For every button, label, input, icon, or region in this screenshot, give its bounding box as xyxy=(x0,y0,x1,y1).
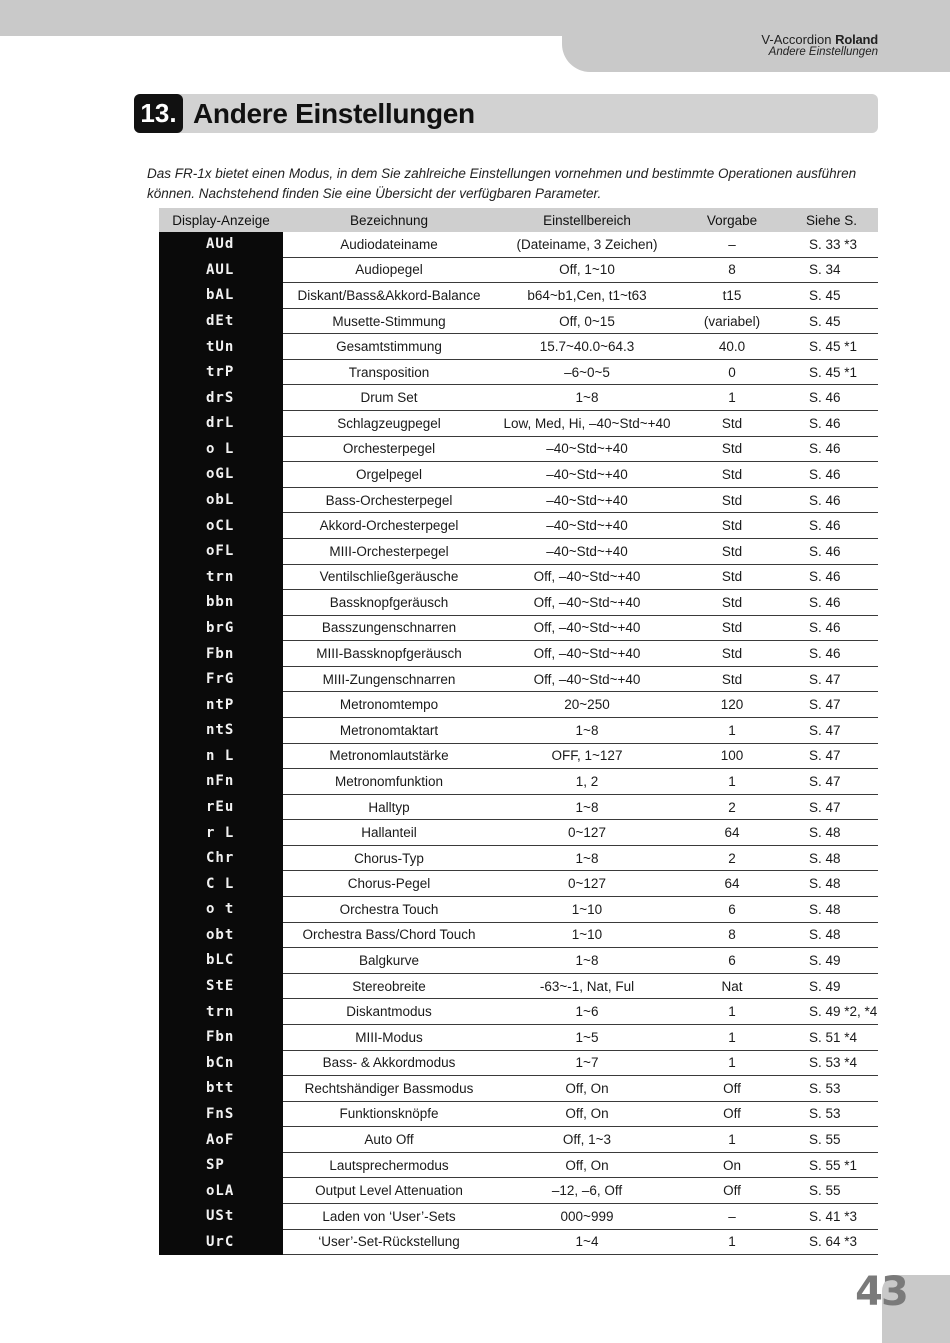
setting-range: Off, –40~Std~+40 xyxy=(495,590,679,616)
default-value: Std xyxy=(679,641,785,667)
default-value: Off xyxy=(679,1178,785,1204)
display-code: o L xyxy=(159,436,283,462)
display-code: FrG xyxy=(159,666,283,692)
table-row xyxy=(159,283,878,309)
page-reference: S. 46 xyxy=(785,538,878,564)
table-row xyxy=(159,948,878,974)
page-reference: S. 45 *1 xyxy=(785,359,878,385)
setting-range: 1~7 xyxy=(495,1050,679,1076)
page-reference: S. 46 xyxy=(785,615,878,641)
table-row xyxy=(159,1203,878,1229)
parameter-name: MIII-Modus xyxy=(283,1024,495,1050)
display-code: oLA xyxy=(159,1178,283,1204)
display-code: drL xyxy=(159,411,283,437)
table-row xyxy=(159,513,878,539)
display-code: Chr xyxy=(159,845,283,871)
page-reference: S. 49 *2, *4 xyxy=(785,999,878,1025)
display-code: bCn xyxy=(159,1050,283,1076)
display-code: USt xyxy=(159,1203,283,1229)
table-row xyxy=(159,922,878,948)
intro-paragraph: Das FR-1x bietet einen Modus, in dem Sie zahlreiche Einstellungen vornehmen und bestimmte Operationen ausführen können. Nachstehend finden Sie eine Übersicht der verfügbaren Parameter. xyxy=(147,166,857,201)
setting-range: –40~Std~+40 xyxy=(495,513,679,539)
table-body xyxy=(159,232,878,1255)
parameter-name: Balgkurve xyxy=(283,948,495,974)
table-row xyxy=(159,1101,878,1127)
page-reference: S. 46 xyxy=(785,590,878,616)
table-row xyxy=(159,845,878,871)
setting-range: 1~8 xyxy=(495,948,679,974)
parameter-name: Schlagzeugpegel xyxy=(283,411,495,437)
parameter-name: Audiopegel xyxy=(283,257,495,283)
setting-range: 0~127 xyxy=(495,871,679,897)
setting-range: 20~250 xyxy=(495,692,679,718)
setting-range: 1, 2 xyxy=(495,769,679,795)
setting-range: 1~6 xyxy=(495,999,679,1025)
default-value: Off xyxy=(679,1101,785,1127)
setting-range: Off, –40~Std~+40 xyxy=(495,666,679,692)
parameter-name: Metronomtempo xyxy=(283,692,495,718)
setting-range: (Dateiname, 3 Zeichen) xyxy=(495,232,679,257)
display-code: oGL xyxy=(159,462,283,488)
table-row xyxy=(159,666,878,692)
display-code: trP xyxy=(159,359,283,385)
page-reference: S. 45 xyxy=(785,283,878,309)
parameter-name: Orchestra Bass/Chord Touch xyxy=(283,922,495,948)
page-reference: S. 46 xyxy=(785,436,878,462)
setting-range: –40~Std~+40 xyxy=(495,436,679,462)
display-code: brG xyxy=(159,615,283,641)
table-row xyxy=(159,1050,878,1076)
table-row xyxy=(159,820,878,846)
parameter-name: Chorus-Typ xyxy=(283,845,495,871)
setting-range: –40~Std~+40 xyxy=(495,538,679,564)
setting-range: 15.7~40.0~64.3 xyxy=(495,334,679,360)
page-reference: S. 46 xyxy=(785,641,878,667)
default-value: Std xyxy=(679,513,785,539)
table-row xyxy=(159,743,878,769)
default-value: Std xyxy=(679,462,785,488)
default-value: 1 xyxy=(679,1127,785,1153)
page-reference: S. 48 xyxy=(785,922,878,948)
table-row xyxy=(159,692,878,718)
default-value: Std xyxy=(679,436,785,462)
parameter-name: Drum Set xyxy=(283,385,495,411)
display-code: dEt xyxy=(159,308,283,334)
default-value: Std xyxy=(679,487,785,513)
table-row xyxy=(159,359,878,385)
parameter-table xyxy=(159,208,878,1255)
header-tab xyxy=(562,0,950,72)
display-code: bLC xyxy=(159,948,283,974)
page-reference: S. 34 xyxy=(785,257,878,283)
default-value: Std xyxy=(679,666,785,692)
display-code: AoF xyxy=(159,1127,283,1153)
display-code: UrC xyxy=(159,1229,283,1255)
setting-range: Low, Med, Hi, –40~Std~+40 xyxy=(495,411,679,437)
parameter-name: Musette-Stimmung xyxy=(283,308,495,334)
parameter-name: Chorus-Pegel xyxy=(283,871,495,897)
parameter-name: Bassknopfgeräusch xyxy=(283,590,495,616)
setting-range: 1~4 xyxy=(495,1229,679,1255)
display-code: bAL xyxy=(159,283,283,309)
table-row xyxy=(159,871,878,897)
setting-range: 1~8 xyxy=(495,717,679,743)
parameter-name: Bass-Orchesterpegel xyxy=(283,487,495,513)
page-reference: S. 51 *4 xyxy=(785,1024,878,1050)
table-row xyxy=(159,794,878,820)
page-reference: S. 47 xyxy=(785,666,878,692)
page-reference: S. 64 *3 xyxy=(785,1229,878,1255)
page-reference: S. 47 xyxy=(785,769,878,795)
parameter-name: Akkord-Orchesterpegel xyxy=(283,513,495,539)
setting-range: 1~8 xyxy=(495,845,679,871)
default-value: Nat xyxy=(679,973,785,999)
parameter-name: MIII-Orchesterpegel xyxy=(283,538,495,564)
page-reference: S. 46 xyxy=(785,385,878,411)
setting-range: Off, 1~3 xyxy=(495,1127,679,1153)
table-row xyxy=(159,411,878,437)
table-row xyxy=(159,973,878,999)
default-value: 1 xyxy=(679,385,785,411)
parameter-name: Lautsprechermodus xyxy=(283,1152,495,1178)
parameter-name: Gesamtstimmung xyxy=(283,334,495,360)
parameter-name: Orchestra Touch xyxy=(283,897,495,923)
default-value: 40.0 xyxy=(679,334,785,360)
display-code: oFL xyxy=(159,538,283,564)
page-reference: S. 53 xyxy=(785,1101,878,1127)
display-code: drS xyxy=(159,385,283,411)
default-value: 1 xyxy=(679,1050,785,1076)
display-code: rEu xyxy=(159,794,283,820)
parameter-name: MIII-Zungenschnarren xyxy=(283,666,495,692)
default-value: (variabel) xyxy=(679,308,785,334)
default-value: Std xyxy=(679,411,785,437)
default-value: 1 xyxy=(679,769,785,795)
default-value: 8 xyxy=(679,257,785,283)
setting-range: Off, On xyxy=(495,1076,679,1102)
page-reference: S. 53 xyxy=(785,1076,878,1102)
display-code: StE xyxy=(159,973,283,999)
default-value: Off xyxy=(679,1076,785,1102)
parameter-name: Metronomfunktion xyxy=(283,769,495,795)
default-value: t15 xyxy=(679,283,785,309)
setting-range: OFF, 1~127 xyxy=(495,743,679,769)
default-value: 1 xyxy=(679,999,785,1025)
display-code: SP xyxy=(159,1152,283,1178)
table-row xyxy=(159,538,878,564)
table-row xyxy=(159,717,878,743)
parameter-name: Diskant/Bass&Akkord-Balance xyxy=(283,283,495,309)
page-reference: S. 55 xyxy=(785,1127,878,1153)
default-value: 6 xyxy=(679,897,785,923)
setting-range: –40~Std~+40 xyxy=(495,462,679,488)
parameter-name: Hallanteil xyxy=(283,820,495,846)
page-reference: S. 46 xyxy=(785,564,878,590)
parameter-name: Transposition xyxy=(283,359,495,385)
page-reference: S. 55 *1 xyxy=(785,1152,878,1178)
setting-range: Off, –40~Std~+40 xyxy=(495,564,679,590)
parameter-name: Ventilschließgeräusche xyxy=(283,564,495,590)
display-code: FnS xyxy=(159,1101,283,1127)
display-code: r L xyxy=(159,820,283,846)
product-name: V-Accordion xyxy=(761,32,832,47)
default-value: 1 xyxy=(679,717,785,743)
default-value: 64 xyxy=(679,871,785,897)
page-reference: S. 47 xyxy=(785,794,878,820)
page-reference: S. 49 xyxy=(785,973,878,999)
table-row xyxy=(159,897,878,923)
display-code: oCL xyxy=(159,513,283,539)
setting-range: Off, –40~Std~+40 xyxy=(495,615,679,641)
table-row xyxy=(159,436,878,462)
display-code: obL xyxy=(159,487,283,513)
setting-range: 1~10 xyxy=(495,922,679,948)
display-code: Fbn xyxy=(159,641,283,667)
display-code: ntP xyxy=(159,692,283,718)
default-value: – xyxy=(679,232,785,257)
parameter-name: Diskantmodus xyxy=(283,999,495,1025)
page-reference: S. 46 xyxy=(785,411,878,437)
default-value: Std xyxy=(679,538,785,564)
column-header-default: Vorgabe xyxy=(679,208,785,232)
table-row xyxy=(159,1178,878,1204)
parameter-name: Orgelpegel xyxy=(283,462,495,488)
table-row xyxy=(159,999,878,1025)
setting-range: b64~b1,Cen, t1~t63 xyxy=(495,283,679,309)
display-code: C L xyxy=(159,871,283,897)
setting-range: 1~8 xyxy=(495,794,679,820)
parameter-name: Laden von ‘User’-Sets xyxy=(283,1203,495,1229)
page-reference: S. 45 xyxy=(785,308,878,334)
display-code: o t xyxy=(159,897,283,923)
display-code: trn xyxy=(159,999,283,1025)
default-value: 120 xyxy=(679,692,785,718)
default-value: On xyxy=(679,1152,785,1178)
parameter-name: Metronomtaktart xyxy=(283,717,495,743)
default-value: 100 xyxy=(679,743,785,769)
default-value: 6 xyxy=(679,948,785,974)
table-row xyxy=(159,769,878,795)
setting-range: 1~5 xyxy=(495,1024,679,1050)
page-reference: S. 33 *3 xyxy=(785,232,878,257)
page-reference: S. 55 xyxy=(785,1178,878,1204)
page-reference: S. 47 xyxy=(785,692,878,718)
table-row xyxy=(159,615,878,641)
parameter-name: Funktionsknöpfe xyxy=(283,1101,495,1127)
parameter-name: Basszungenschnarren xyxy=(283,615,495,641)
brand-name: Roland xyxy=(835,32,878,47)
table-row xyxy=(159,308,878,334)
parameter-name: Stereobreite xyxy=(283,973,495,999)
parameter-name: Halltyp xyxy=(283,794,495,820)
setting-range: –40~Std~+40 xyxy=(495,487,679,513)
page-reference: S. 46 xyxy=(785,487,878,513)
parameter-name: Orchesterpegel xyxy=(283,436,495,462)
default-value: Std xyxy=(679,590,785,616)
default-value: Std xyxy=(679,615,785,641)
page-reference: S. 48 xyxy=(785,897,878,923)
table-row xyxy=(159,590,878,616)
parameter-name: Audiodateiname xyxy=(283,232,495,257)
column-header-range: Einstellbereich xyxy=(495,208,679,232)
page-reference: S. 46 xyxy=(785,513,878,539)
table-row xyxy=(159,1076,878,1102)
table-row xyxy=(159,385,878,411)
default-value: Std xyxy=(679,564,785,590)
table-row xyxy=(159,1127,878,1153)
setting-range: Off, –40~Std~+40 xyxy=(495,641,679,667)
default-value: 8 xyxy=(679,922,785,948)
page-reference: S. 47 xyxy=(785,717,878,743)
table-row xyxy=(159,1024,878,1050)
default-value: 2 xyxy=(679,845,785,871)
setting-range: Off, On xyxy=(495,1101,679,1127)
table-row xyxy=(159,487,878,513)
setting-range: –12, –6, Off xyxy=(495,1178,679,1204)
table-row xyxy=(159,641,878,667)
setting-range: 1~10 xyxy=(495,897,679,923)
page-reference: S. 47 xyxy=(785,743,878,769)
setting-range: 0~127 xyxy=(495,820,679,846)
setting-range: Off, On xyxy=(495,1152,679,1178)
column-header-name: Bezeichnung xyxy=(283,208,495,232)
setting-range: Off, 1~10 xyxy=(495,257,679,283)
parameter-name: Bass- & Akkordmodus xyxy=(283,1050,495,1076)
default-value: 0 xyxy=(679,359,785,385)
table-row xyxy=(159,564,878,590)
parameter-name: Auto Off xyxy=(283,1127,495,1153)
display-code: AUL xyxy=(159,257,283,283)
column-header-page: Siehe S. xyxy=(785,208,878,232)
display-code: ntS xyxy=(159,717,283,743)
parameter-name: Output Level Attenuation xyxy=(283,1178,495,1204)
page-reference: S. 45 *1 xyxy=(785,334,878,360)
display-code: AUd xyxy=(159,232,283,257)
page-reference: S. 53 *4 xyxy=(785,1050,878,1076)
page-reference: S. 48 xyxy=(785,845,878,871)
running-section-title: Andere Einstellungen xyxy=(768,46,878,58)
default-value: 2 xyxy=(679,794,785,820)
default-value: 1 xyxy=(679,1229,785,1255)
parameter-name: Rechtshändiger Bassmodus xyxy=(283,1076,495,1102)
setting-range: 1~8 xyxy=(495,385,679,411)
parameter-name: MIII-Bassknopfgeräusch xyxy=(283,641,495,667)
page-reference: S. 46 xyxy=(785,462,878,488)
chapter-number: 13. xyxy=(134,94,183,133)
default-value: 1 xyxy=(679,1024,785,1050)
display-code: obt xyxy=(159,922,283,948)
display-code: tUn xyxy=(159,334,283,360)
default-value: – xyxy=(679,1203,785,1229)
table-row xyxy=(159,1229,878,1255)
display-code: n L xyxy=(159,743,283,769)
parameter-name: ‘User’-Set-Rückstellung xyxy=(283,1229,495,1255)
table-header-row xyxy=(159,208,878,232)
default-value: 64 xyxy=(679,820,785,846)
page-reference: S. 48 xyxy=(785,871,878,897)
table-row xyxy=(159,1152,878,1178)
setting-range: Off, 0~15 xyxy=(495,308,679,334)
display-code: Fbn xyxy=(159,1024,283,1050)
page-reference: S. 41 *3 xyxy=(785,1203,878,1229)
parameter-name: Metronomlautstärke xyxy=(283,743,495,769)
display-code: bbn xyxy=(159,590,283,616)
page-reference: S. 48 xyxy=(785,820,878,846)
page-reference: S. 49 xyxy=(785,948,878,974)
table-row xyxy=(159,257,878,283)
chapter-title: Andere Einstellungen xyxy=(193,98,475,129)
column-header-display: Display-Anzeige xyxy=(159,208,283,232)
table-row xyxy=(159,334,878,360)
table-row xyxy=(159,462,878,488)
setting-range: -63~-1, Nat, Ful xyxy=(495,973,679,999)
page-number: 43 xyxy=(855,1269,907,1315)
setting-range: –6~0~5 xyxy=(495,359,679,385)
display-code: nFn xyxy=(159,769,283,795)
setting-range: 000~999 xyxy=(495,1203,679,1229)
display-code: trn xyxy=(159,564,283,590)
table-row xyxy=(159,232,878,257)
display-code: btt xyxy=(159,1076,283,1102)
brand-line xyxy=(761,32,878,47)
